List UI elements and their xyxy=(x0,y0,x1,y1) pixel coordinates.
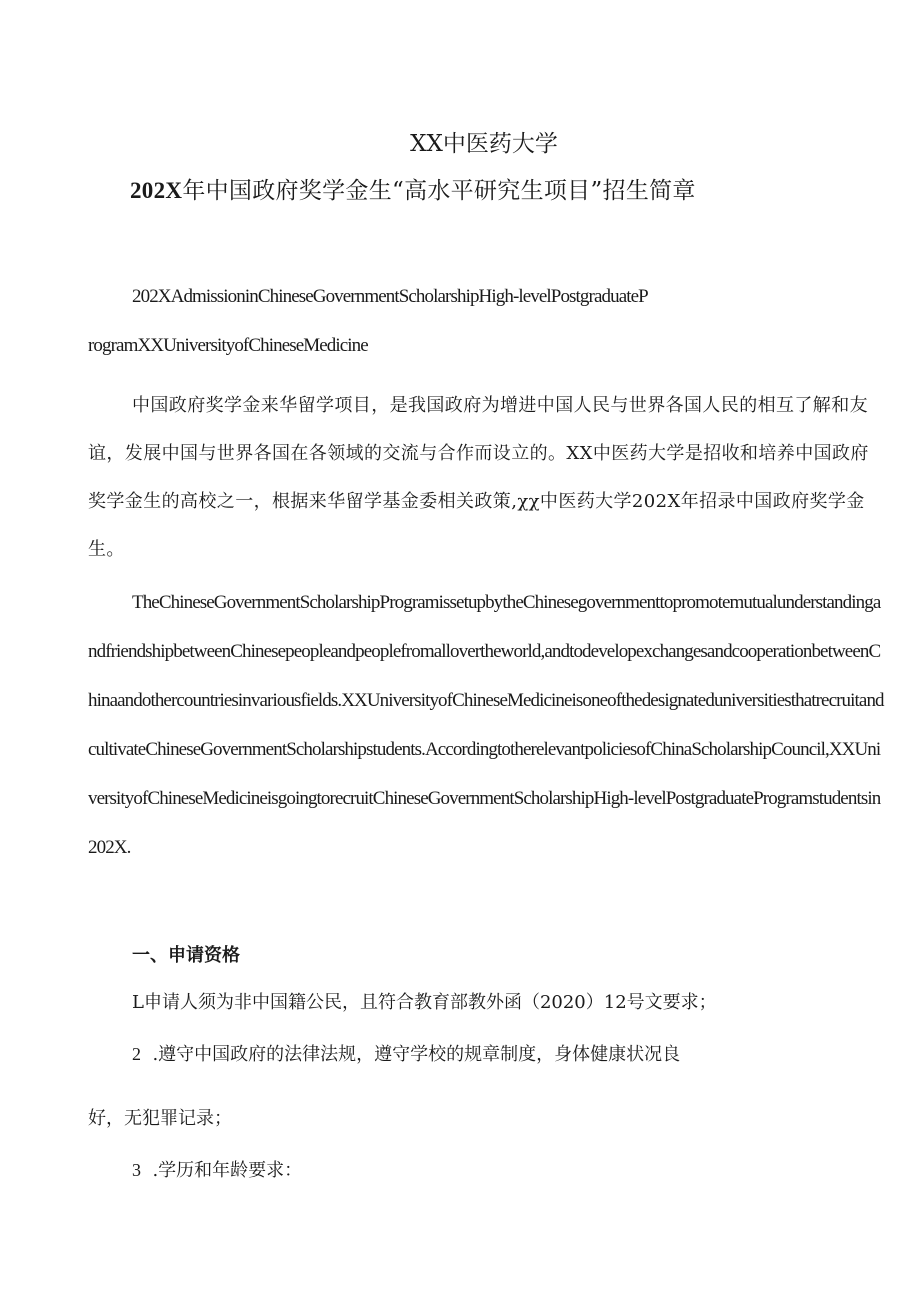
document-title-program xyxy=(130,174,696,208)
intro-paragraph-english: TheChineseGovernmentScholarshipProgramissetupbytheChinesegovernmenttopromotemutualunderstandingandfriendshipbetweenChinesepeopleandpeoplefromallovertheworld,andtodevelopexchangesandcooperationbetweenChinaandothercountriesinvariousfields.XXUniversityofChineseMedicineisoneofthedesignateduniversitiesthatrecruitandcultivateChineseGovernmentScholarshipstudents.AccordingtotherelevantpoliciesofChinaScholarshipCouncil,XXUniversityofChineseMedicineisgoingtorecruitChineseGovernmentScholarshipHigh-levelPostgraduateProgramstudentsin202X. xyxy=(88,592,884,858)
title-year: 202X xyxy=(130,178,183,203)
section-heading-eligibility: 一、申请资格 xyxy=(132,945,240,966)
intro-paragraph-chinese: 中国政府奖学金来华留学项目，是我国政府为增进中国人民与世界各国人民的相互了解和友谊，发展中国与世界各国在各领域的交流与合作而设立的。XX中医药大学是招收和培养中国政府奖学金生的高校之一，根据来华留学基金委相关政策,χχ中医药大学202X年招录中国政府奖学金生。 xyxy=(88,395,869,560)
eligibility-item-3 xyxy=(132,1155,302,1186)
english-title: 202XAdmissioninChineseGovernmentScholarshipHigh-levelPostgraduateProgramXXUniversityofChineseMedicine xyxy=(88,286,648,356)
eligibility-item-2-continuation: 好，无犯罪记录； xyxy=(88,1108,232,1129)
eligibility-item-2 xyxy=(132,1039,680,1070)
document-title-university xyxy=(0,128,920,160)
eligibility-item-2-text: .遵守中国政府的法律法规，遵守学校的规章制度，身体健康状况良 xyxy=(152,1044,681,1065)
title-program-text: 年中国政府奖学金生“高水平研究生项目”招生简章 xyxy=(182,178,696,204)
eligibility-item-2-number: 2 xyxy=(132,1044,141,1064)
eligibility-item-3-number: 3 xyxy=(132,1160,141,1180)
title-university-text: XX中医药大学 xyxy=(410,131,558,157)
eligibility-item-1: L申请人须为非中国籍公民，且符合教育部教外函（2020）12号文要求； xyxy=(132,992,717,1013)
eligibility-item-3-text: .学历和年龄要求： xyxy=(152,1160,303,1181)
